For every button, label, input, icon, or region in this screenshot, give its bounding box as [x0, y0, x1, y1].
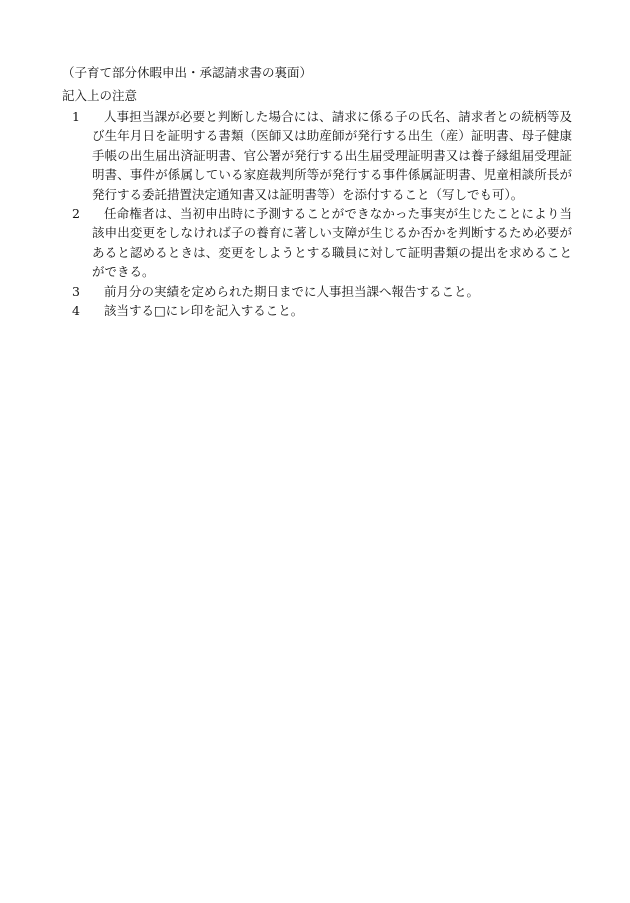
note-text: 任命権者は、当初申出時に予測することができなかった事実が生じたことにより当該申出変更をしなければ子の養育に著しい支障が生じるか否かを判断するため必要があると認めるときは、変更をしようとする職員に対して証明書類の提出を求めることができる。 — [92, 206, 572, 280]
note-item-3 — [72, 282, 572, 301]
note-number: 1 — [72, 109, 80, 124]
note-number: 2 — [72, 206, 80, 222]
note-item-4 — [72, 301, 572, 320]
notes-list — [72, 107, 572, 320]
note-number: 4 — [72, 303, 80, 319]
note-item-2 — [72, 204, 572, 282]
note-number: 3 — [72, 283, 80, 299]
note-item-1 — [72, 107, 572, 204]
note-text: 該当する□にレ印を記入すること。 — [104, 303, 304, 319]
document-heading: （子育て部分休暇申出・承認請求書の裏面） — [62, 65, 313, 80]
note-text: 人事担当課が必要と判断した場合には、請求に係る子の氏名、請求者との続柄等及び生年月日を証明する書類（医師又は助産師が発行する出生（産）証明書、母子健康手帳の出生届出済証明書、官公署が発行する出生届受理証明書又は養子縁組届受理証明書、事件が係属している家庭裁判所等が発行する事件係属証明書、児童相談所長が発行する委託措置決定通知書又は証明書等）を添付すること（写しでも可）。 — [92, 109, 572, 202]
note-text: 前月分の実績を定められた期日までに人事担当課へ報告すること。 — [104, 283, 480, 299]
notes-heading: 記入上の注意 — [62, 88, 138, 103]
